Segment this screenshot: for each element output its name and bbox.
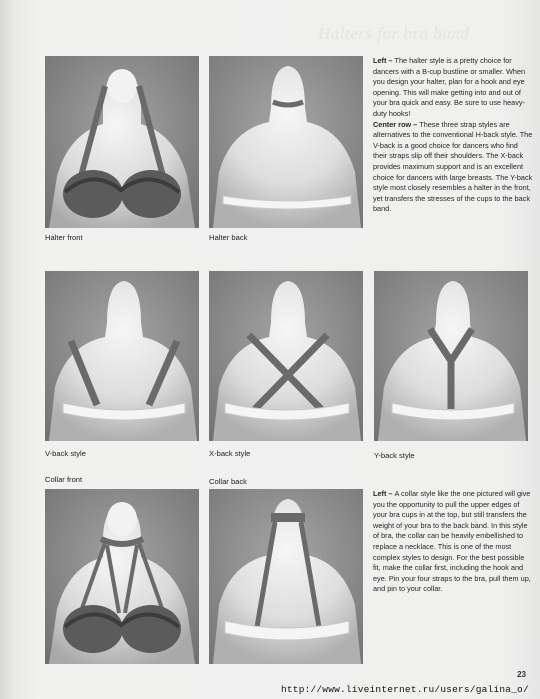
photo-x-back (209, 271, 363, 441)
photo-caption: V-back style (45, 449, 86, 458)
photo-caption: Collar front (45, 475, 83, 484)
photo-caption: Halter front (45, 233, 83, 242)
section-header: Halters for bra band (318, 24, 470, 43)
photo-halter-front (45, 56, 199, 228)
photo-halter-back (209, 56, 363, 228)
photo-v-back (45, 271, 199, 441)
text-body: A collar style like the one pictured will give you the opportunity to pull the upper edges of your bra cups in at the top, but still transfers the weight of your bra to the back band. In this style of bra, the collar can be heavily embellished to replace a necklace. This is one of the most complex styles to design. For the best possible fit, make the collar first, including the hook and eye. Pin your four straps to the bra, pull them up, and pin to your collar. (373, 489, 531, 594)
text-lead: Left – (373, 56, 395, 65)
photo-collar-front (45, 489, 199, 664)
photo-caption: Halter back (209, 233, 248, 242)
text-body: These three strap styles are alternatives to the conventional H-back style. The V-back is a good choice for dancers who find their straps slip off their shoulders. The X-back provides maximum support and is an excellent choice for dancers with large breasts. The Y-back style most closely resembles a halter in the front, yet transfers the stresses of the cups to the back band. (373, 119, 533, 214)
photo-collar-back (209, 489, 363, 664)
text-lead: Center row – (373, 119, 420, 129)
text-body: The halter style is a pretty choice for dancers with a B-cup bustline or smaller. When you design your halter, plan for a hook and eye opening. This will make getting into and out of your bra quick and easy. Be sure to use heavy-duty hooks! (373, 56, 526, 118)
text-lead: Left – (373, 489, 395, 498)
photo-caption: Y-back style (374, 451, 415, 460)
description-text-bottom (373, 489, 533, 595)
description-text-top (373, 56, 533, 215)
watermark-url: http://www.liveinternet.ru/users/galina_o/ (281, 684, 529, 695)
photo-caption: X-back style (209, 449, 251, 458)
page-number: 23 (517, 670, 526, 679)
photo-y-back (374, 271, 528, 441)
photo-caption: Collar back (209, 477, 247, 486)
